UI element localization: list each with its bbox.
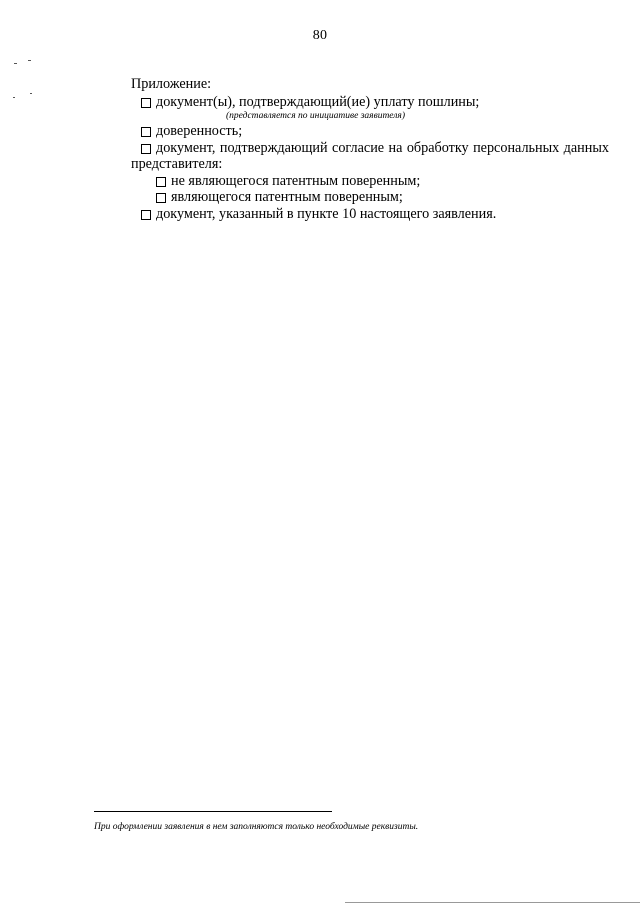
checkbox-not-attorney[interactable] — [156, 177, 166, 187]
page-number: 80 — [312, 28, 328, 43]
scan-mark — [14, 63, 17, 64]
item-consent-label-line1: документ, подтверждающий согласие на обработку персональных данных — [156, 139, 609, 156]
item-power-of-attorney-label: доверенность; — [156, 123, 243, 139]
footnote-divider — [94, 811, 332, 812]
checkbox-consent[interactable] — [141, 144, 151, 154]
item-point10-label: документ, указанный в пункте 10 настоящего заявления. — [156, 205, 497, 222]
appendix-heading: Приложение: — [131, 76, 212, 92]
scan-mark — [28, 60, 31, 61]
scan-edge-line — [345, 902, 640, 903]
checkbox-point10[interactable] — [141, 210, 151, 220]
item-power-of-attorney — [131, 123, 609, 140]
item-payment-label: документ(ы), подтверждающий(ие) уплату пошлины; — [156, 93, 480, 110]
item-consent-label-line2: представителя: — [131, 156, 223, 172]
checkbox-attorney[interactable] — [156, 193, 166, 203]
checkbox-power-of-attorney[interactable] — [141, 127, 151, 137]
sub-item-not-attorney — [131, 173, 609, 190]
scan-mark — [13, 97, 15, 98]
appendix-section — [131, 76, 609, 222]
item-point10 — [131, 206, 609, 223]
sub-item-not-attorney-label: не являющегося патентным поверенным; — [171, 172, 421, 189]
item-consent — [131, 140, 609, 157]
sub-item-attorney — [131, 189, 609, 206]
checkbox-payment[interactable] — [141, 98, 151, 108]
item-payment — [131, 94, 609, 111]
item-payment-note: (представляется по инициативе заявителя) — [226, 111, 406, 121]
sub-item-attorney-label: являющегося патентным поверенным; — [171, 189, 403, 205]
footnote-text: При оформлении заявления в нем заполняются только необходимые реквизиты. — [94, 822, 419, 832]
scan-mark — [30, 93, 32, 94]
